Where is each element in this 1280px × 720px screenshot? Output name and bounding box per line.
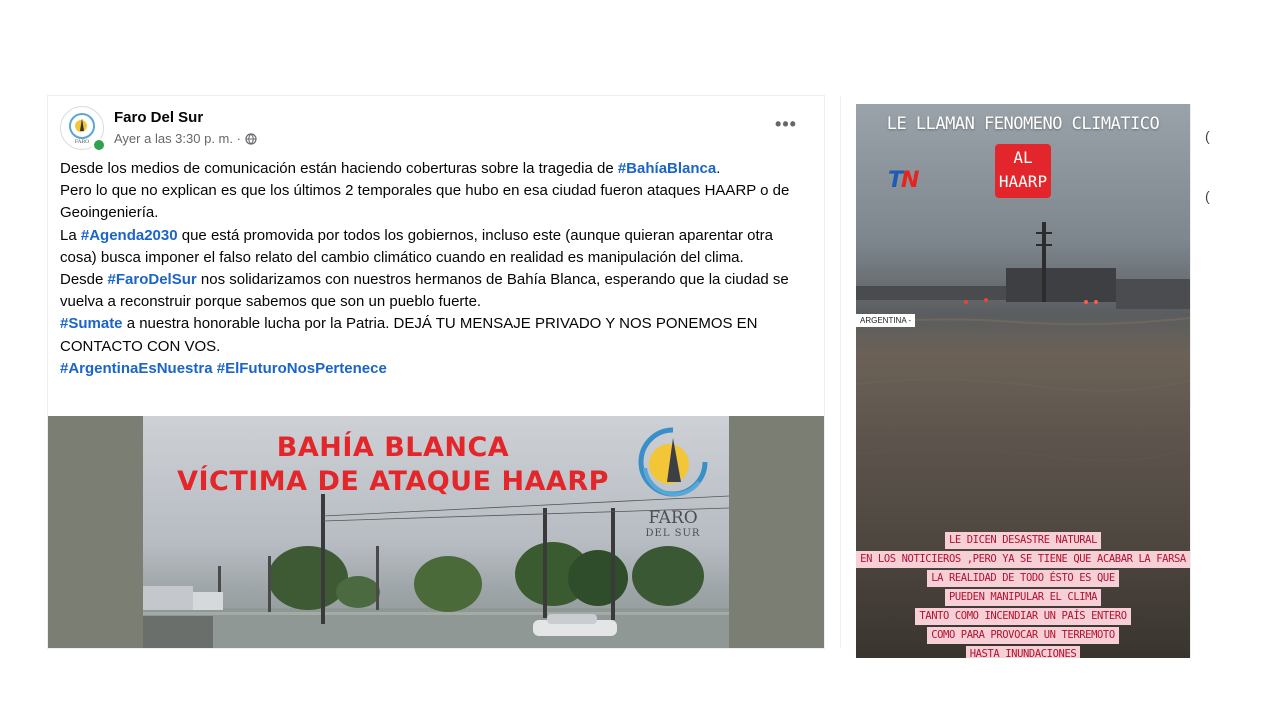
caption-line: LE DICEN DESASTRE NATURAL [945,532,1101,549]
text: que está promovida por todos los gobiernos, incluso este (aunque quieran aparentar otra cosa) busca imponer el falso relato del cambio climático cuando en realidad es manipulación del clima. [60,226,773,266]
story-red-badge [995,144,1051,198]
hashtag-link[interactable]: #FaroDelSur [107,271,197,289]
post-paragraph [60,358,810,380]
post-paragraph [60,269,810,313]
globe-icon[interactable] [245,133,257,145]
caption-line: LA REALIDAD DE TODO ÉSTO ES QUE [927,570,1119,587]
text: La [60,226,81,244]
post-image[interactable] [48,416,824,648]
banner-logo-text [633,510,713,542]
post-paragraph [60,313,810,357]
text: Desde [60,271,108,289]
caption-line: PUEDEN MANIPULAR EL CLIMA [945,589,1101,606]
hashtag-link[interactable]: #ElFuturoNosPertenece [216,359,387,377]
banner-photo [143,416,729,648]
badge-line1: AL [1013,148,1033,167]
hashtag-link[interactable]: #ArgentinaEsNuestra [60,359,213,377]
text: nos solidarizamos con nuestros hermanos de Bahía Blanca, esperando que la ciudad se vuelva a reconstruir porque sabemos que son un pueblo fuerte. [60,271,789,311]
location-tag: ARGENTINA - [856,314,915,327]
post-body [60,158,810,380]
hashtag-link[interactable]: #Sumate [60,315,123,333]
divider [840,96,841,648]
online-status-dot [92,138,106,152]
more-options-button[interactable]: ••• [775,114,797,134]
story-top-text: LE LLAMAN FENOMENO CLIMATICO [886,114,1160,134]
facebook-post [48,96,824,648]
banner-title-line2: VÍCTIMA DE ATAQUE HAARP [177,466,609,497]
cropped-icon: ( [1205,188,1210,204]
badge-line2: HAARP [998,172,1048,191]
tn-logo-n: N [901,168,918,193]
caption-line: HASTA INUNDACIONES [966,646,1081,658]
faro-del-sur-logo-icon [633,424,713,504]
post-timestamp[interactable]: Ayer a las 3:30 p. m. · [114,131,241,146]
caption-line: TANTO COMO INCENDIAR UN PAÍS ENTERO [915,608,1130,625]
svg-text:FARO: FARO [74,139,90,145]
post-paragraph [60,225,810,269]
story-screenshot[interactable] [856,104,1190,658]
cropped-sidebar [1190,104,1209,658]
post-author[interactable]: Faro Del Sur [114,109,204,126]
post-paragraph: Pero lo que no explican es que los últimos 2 temporales que hubo en esa ciudad fueron ataques HAARP o de Geoingeniería. [60,182,790,222]
hashtag-link[interactable]: #BahíaBlanca [617,160,717,177]
post-header [60,106,812,150]
tn-logo [888,168,917,193]
text: a nuestra honorable lucha por la Patria. DEJÁ TU MENSAJE PRIVADO Y NOS PONEMOS EN CONTACTO CON VOS. [60,315,758,355]
banner-logo-sub: DEL SUR [645,528,701,539]
post-paragraph [60,158,810,180]
caption-line: COMO PARA PROVOCAR UN TERREMOTO [927,627,1119,644]
story-caption [856,530,1190,658]
cropped-icon: ( [1205,128,1210,144]
hashtag-link[interactable]: #Agenda2030 [80,226,178,244]
banner-logo-main: FARO [648,508,698,528]
tn-logo-t: T [888,168,902,193]
post-meta [114,131,257,146]
text: Desde los medios de comunicación están haciendo coberturas sobre la tragedia de [60,160,618,177]
caption-line: EN LOS NOTICIEROS ,PERO YA SE TIENE QUE ACABAR LA FARSA [856,551,1190,568]
banner-title-line1: BAHÍA BLANCA [276,432,510,463]
text: . [716,160,721,177]
